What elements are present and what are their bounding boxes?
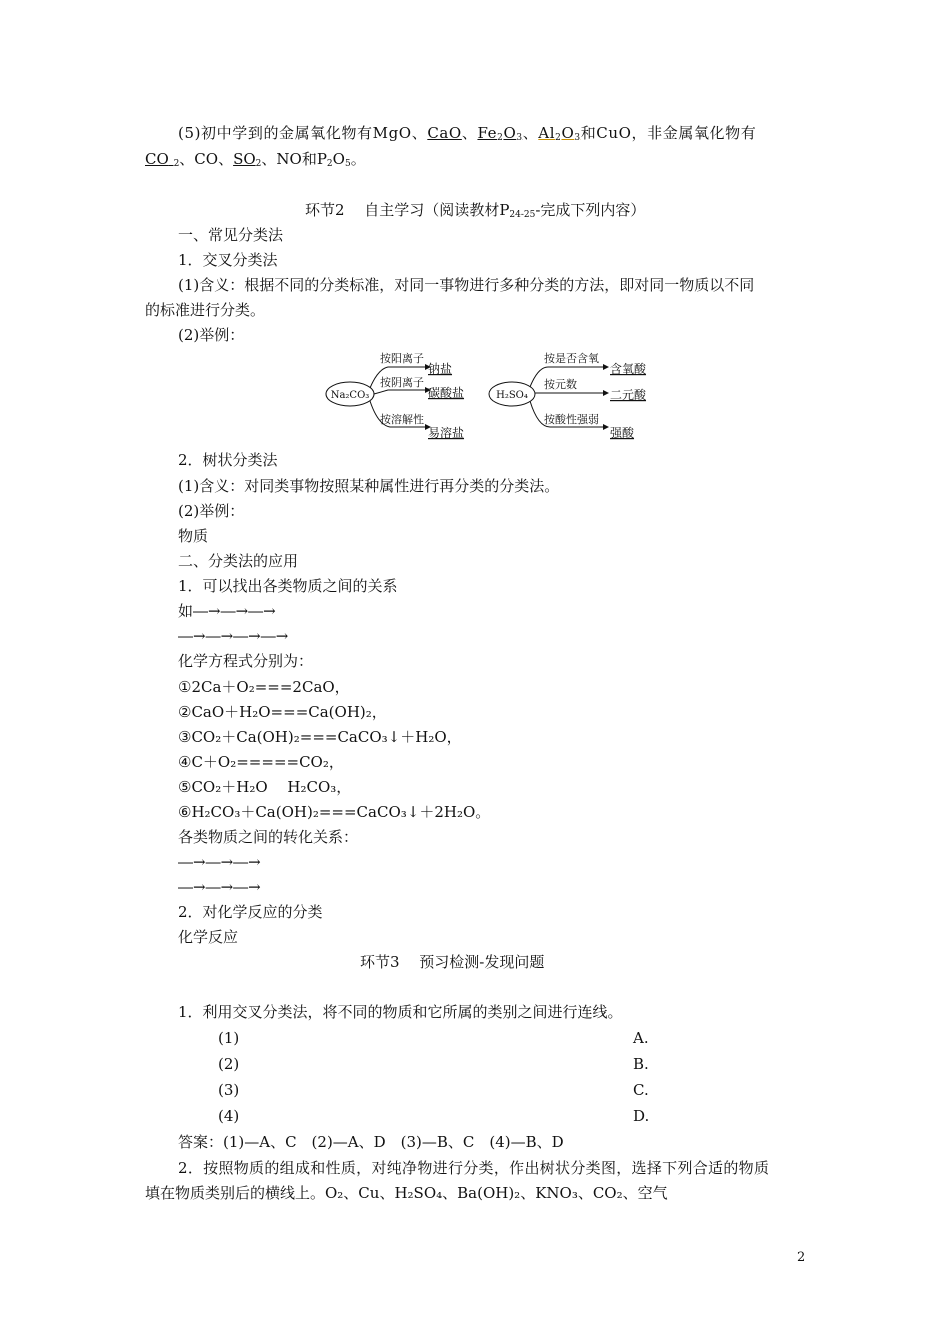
match-item-4: (4) [218,1107,240,1125]
t: 、NO和P [261,150,327,168]
cross-definition-1: (1)含义：根据不同的分类标准，对同一事物进行多种分类的方法，即对同一物质以不同 [178,276,755,294]
question-2-line-2: 填在物质类别后的横线上。O₂、Cu、H₂SO₄、Ba(OH)₂、KNO₃、CO₂、空气 [145,1184,668,1202]
answer-1: 答案：(1)—A、C (2)—A、D (3)—B、C (4)—B、D [178,1133,564,1151]
t: 环节2 自主学习（阅读教材P [305,201,510,219]
equations-intro: 化学方程式分别为： [178,652,314,670]
t: O [332,150,345,168]
t: 。 [350,150,366,168]
conversion-chain-1: ―→―→―→ [178,853,261,871]
t: 和CuO，非金属氧化物有 [580,124,757,142]
blank-so2 [233,150,261,168]
right-criterion-3: 按酸性强弱 [544,413,599,426]
right-result-1: 含氧酸 [610,362,647,376]
heading-reaction-classification: 2．对化学反应的分类 [178,903,323,921]
right-result-3: 强酸 [610,426,635,440]
match-category-b: B. [633,1055,649,1073]
t: SO [233,150,256,168]
equation-1: ①2Ca＋O₂===2CaO， [178,678,350,696]
equation-5: ⑤CO₂＋H₂O H₂CO₃， [178,778,352,796]
t: 2 [255,159,262,169]
oxides-lead: (5)初中学到的金属氧化物有MgO、 [178,124,428,142]
oxides-line-2 [145,149,366,169]
left-result-1: 钠盐 [428,362,453,376]
conversion-chain-2: ―→―→―→ [178,878,261,896]
match-category-d: D. [633,1107,650,1125]
section3-title: 环节3 预习检测-发现问题 [360,953,545,971]
blank-co2 [145,150,179,168]
match-category-a: A. [633,1029,649,1047]
left-branch-line-2 [374,390,425,394]
right-diagram [489,351,647,440]
equation-2: ②CaO＋H₂O===Ca(OH)₂， [178,703,387,721]
cross-example-label: (2)举例： [178,326,245,344]
match-category-c: C. [633,1081,649,1099]
left-criterion-1: 按阳离子 [380,352,424,365]
left-result-3: 易溶盐 [428,426,465,440]
right-center-label: H₂SO₄ [496,390,528,401]
match-item-1: (1) [218,1029,240,1047]
t: O [503,124,517,142]
heading-relations: 1．可以找出各类物质之间的关系 [178,577,398,595]
conversion-intro: 各类物质之间的转化关系： [178,828,359,846]
left-criterion-3: 按溶解性 [380,413,424,426]
t: 5 [344,159,351,169]
oxides-line-1 [178,123,756,143]
left-center-label: Na₂CO₃ [330,390,370,401]
relation-chain-2: ―→―→―→―→ [178,627,289,645]
left-diagram [326,351,464,440]
right-arrowhead-2 [603,390,609,396]
right-arrowhead-1 [603,364,609,370]
tree-definition: (1)含义：对同类事物按照某种属性进行再分类的分类法。 [178,477,560,495]
match-item-2: (2) [218,1055,240,1073]
right-criterion-2: 按元数 [544,378,577,391]
t: 2 [326,159,333,169]
equation-3: ③CO₂＋Ca(OH)₂===CaCO₃↓＋H₂O， [178,728,462,746]
sep: 、 [461,124,478,142]
equation-4: ④C＋O₂=====CO₂， [178,753,344,771]
heading-tree-classification: 2．树状分类法 [178,451,278,469]
heading-applications: 二、分类法的应用 [178,552,299,570]
question-2-line-1: 2．按照物质的组成和性质，对纯净物进行分类，作出树状分类图，选择下列合适的物质 [178,1159,770,1177]
sep: 、 [522,124,539,142]
blank-al2o3 [538,124,580,142]
t: 2 [173,159,180,169]
t: 3 [516,133,523,143]
left-result-2: 碳酸盐 [428,386,465,400]
t: Fe [477,124,498,142]
t: 2 [497,133,504,143]
blank-fe2o3 [477,124,522,142]
cross-classification-diagram [320,347,720,447]
cross-definition-2: 的标准进行分类。 [145,301,266,319]
blank-cao: CaO [427,124,462,142]
section2-title [305,200,645,220]
right-arrowhead-3 [603,424,609,430]
tree-root-matter: 物质 [178,527,209,545]
t: Al [538,124,556,142]
right-result-2: 二元酸 [610,388,647,402]
reaction-root: 化学反应 [178,928,239,946]
equation-6: ⑥H₂CO₃＋Ca(OH)₂===CaCO₃↓＋2H₂O。 [178,803,491,821]
t: 、CO、 [179,150,234,168]
t: 2 [555,133,562,143]
heading-common-methods: 一、常见分类法 [178,226,284,244]
t: -完成下列内容） [535,201,646,219]
t: 24-25 [509,210,536,220]
t: O [561,124,575,142]
relation-chain-1: 如―→―→―→ [178,602,276,620]
page-number: 2 [797,1250,806,1265]
tree-example-label: (2)举例： [178,502,245,520]
right-criterion-1: 按是否含氧 [544,352,599,365]
t: 3 [574,133,581,143]
heading-cross-classification: 1．交叉分类法 [178,251,278,269]
left-criterion-2: 按阴离子 [380,376,424,389]
match-item-3: (3) [218,1081,240,1099]
t: CO [145,150,169,168]
question-1: 1．利用交叉分类法，将不同的物质和它所属的类别之间进行连线。 [178,1003,623,1021]
